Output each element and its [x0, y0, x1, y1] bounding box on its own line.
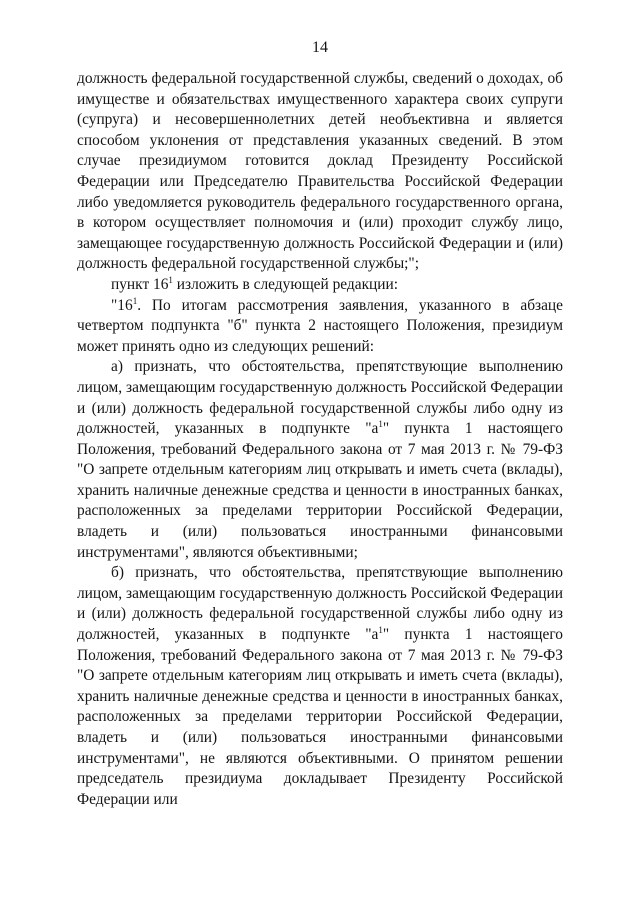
page-number: 14	[312, 39, 328, 56]
text-run: б) признать, что обстоятельства, препятствующие выполнению лицом, замещающим государственную должность Российской Федерации и (или) должность федеральной государственной службы либо одну из должностей, указанных в подпункте "а	[77, 564, 563, 644]
superscript: 1	[132, 295, 138, 306]
text-run: "16	[111, 296, 133, 314]
document-body	[77, 69, 563, 810]
paragraph	[77, 563, 563, 810]
paragraph	[77, 275, 563, 296]
paragraph	[77, 69, 563, 275]
superscript: 1	[378, 419, 383, 430]
text-run: изложить в следующей редакции:	[172, 275, 399, 293]
text-run: а) признать, что обстоятельства, препятствующие выполнению лицом, замещающим государственную должность Российской Федерации и (или) должность федеральной государственной службы либо одну из должностей, указанных в подпункте "а	[77, 358, 563, 438]
text-run: . По итогам рассмотрения заявления, указанного в абзаце четвертом подпункта "б" пункта 2 настоящего Положения, президиум может принять одно из следующих решений:	[77, 296, 563, 355]
paragraph	[77, 296, 563, 358]
text-run: должность федеральной государственной службы, сведений о доходах, об имуществе и обязательствах имущественного характера своих супруги (супруга) и несовершеннолетних детей необъективна и является способом уклонения от представления указанных сведений. В этом случае президиумом готовится доклад Президенту Российской Федерации или Председателю Правительства Российской Федерации либо уведомляется руководитель федерального государственного органа, в котором осуществляет полномочия и (или) проходит службу лицо, замещающее государственную должность Российской Федерации и (или) должность федеральной государственной службы;";	[77, 70, 563, 273]
text-run: пункт 16	[111, 275, 169, 293]
paragraph	[77, 357, 563, 563]
text-run: " пункта 1 настоящего Положения, требований Федерального закона от 7 мая 2013 г. № 79-ФЗ "О запрете отдельным категориям лиц открывать и иметь счета (вклады), хранить наличные денежные средства и ценности в иностранных банках, расположенных за пределами территории Российской Федерации, владеть и (или) пользоваться иностранными финансовыми инструментами", являются объективными;	[77, 420, 563, 561]
superscript: 1	[378, 625, 383, 636]
superscript: 1	[168, 274, 173, 285]
text-run: " пункта 1 настоящего Положения, требований Федерального закона от 7 мая 2013 г. № 79-ФЗ "О запрете отдельным категориям лиц открывать и иметь счета (вклады), хранить наличные денежные средства и ценности в иностранных банках, расположенных за пределами территории Российской Федерации, владеть и (или) пользоваться иностранными финансовыми инструментами", не являются объективными. О принятом решении председатель президиума докладывает Президенту Российской Федерации или	[77, 626, 563, 808]
